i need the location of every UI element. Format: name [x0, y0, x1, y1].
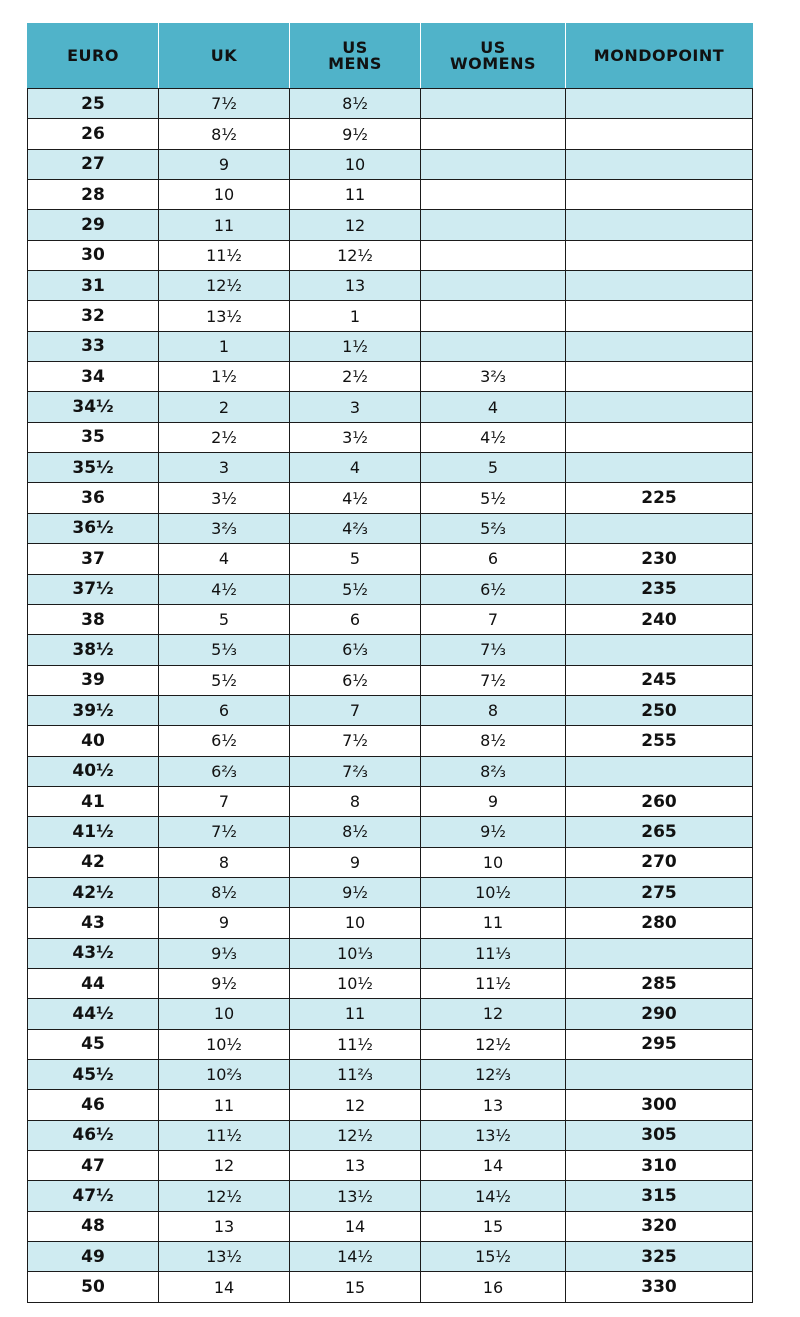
cell-euro: 40½ [28, 756, 159, 786]
cell-us-womens: 11⅓ [421, 938, 566, 968]
cell-mondopoint [566, 392, 753, 422]
cell-euro: 34 [28, 362, 159, 392]
cell-us-mens: 3 [290, 392, 421, 422]
cell-euro: 27 [28, 149, 159, 179]
cell-us-mens: 2½ [290, 362, 421, 392]
cell-euro: 42 [28, 847, 159, 877]
cell-uk: 13½ [159, 301, 290, 331]
cell-us-mens: 12½ [290, 240, 421, 270]
cell-us-womens: 8⅔ [421, 756, 566, 786]
cell-uk: 4 [159, 544, 290, 574]
cell-euro: 37 [28, 544, 159, 574]
table-row [28, 544, 753, 574]
cell-us-womens: 3⅔ [421, 362, 566, 392]
cell-euro: 46 [28, 1090, 159, 1120]
cell-euro: 25 [28, 89, 159, 119]
cell-euro: 43½ [28, 938, 159, 968]
cell-euro: 28 [28, 180, 159, 210]
cell-euro: 47 [28, 1151, 159, 1181]
cell-euro: 46½ [28, 1120, 159, 1150]
cell-us-mens: 6⅓ [290, 635, 421, 665]
cell-euro: 39 [28, 665, 159, 695]
cell-euro: 44½ [28, 999, 159, 1029]
cell-mondopoint: 275 [566, 877, 753, 907]
cell-mondopoint: 240 [566, 604, 753, 634]
cell-us-womens [421, 210, 566, 240]
cell-uk: 13½ [159, 1242, 290, 1272]
cell-uk: 9 [159, 149, 290, 179]
cell-us-womens: 12 [421, 999, 566, 1029]
cell-mondopoint: 270 [566, 847, 753, 877]
cell-uk: 7 [159, 786, 290, 816]
cell-us-mens: 4 [290, 453, 421, 483]
cell-uk: 8½ [159, 119, 290, 149]
cell-uk: 5 [159, 604, 290, 634]
cell-euro: 41 [28, 786, 159, 816]
cell-us-mens: 9½ [290, 877, 421, 907]
table-row [28, 786, 753, 816]
cell-us-mens: 12 [290, 1090, 421, 1120]
cell-euro: 48 [28, 1211, 159, 1241]
cell-uk: 11½ [159, 1120, 290, 1150]
cell-us-womens: 5⅔ [421, 513, 566, 543]
table-row [28, 392, 753, 422]
cell-us-mens: 11 [290, 999, 421, 1029]
table-row [28, 1181, 753, 1211]
cell-euro: 36½ [28, 513, 159, 543]
cell-us-womens [421, 89, 566, 119]
table-row [28, 362, 753, 392]
cell-mondopoint: 265 [566, 817, 753, 847]
table-row [28, 695, 753, 725]
table-row [28, 483, 753, 513]
cell-us-mens: 1 [290, 301, 421, 331]
cell-mondopoint [566, 240, 753, 270]
cell-euro: 39½ [28, 695, 159, 725]
cell-us-mens: 10 [290, 149, 421, 179]
cell-uk: 6½ [159, 726, 290, 756]
size-chart-table [27, 23, 753, 1303]
cell-mondopoint [566, 149, 753, 179]
cell-mondopoint [566, 362, 753, 392]
cell-us-mens: 13½ [290, 1181, 421, 1211]
cell-uk: 11½ [159, 240, 290, 270]
cell-euro: 26 [28, 119, 159, 149]
table-row [28, 574, 753, 604]
cell-uk: 4½ [159, 574, 290, 604]
table-row [28, 422, 753, 452]
table-row [28, 1090, 753, 1120]
cell-mondopoint [566, 422, 753, 452]
cell-us-mens: 11 [290, 180, 421, 210]
cell-us-womens [421, 301, 566, 331]
cell-euro: 41½ [28, 817, 159, 847]
table-row [28, 1029, 753, 1059]
cell-us-mens: 4½ [290, 483, 421, 513]
cell-euro: 35½ [28, 453, 159, 483]
cell-euro: 32 [28, 301, 159, 331]
cell-us-mens: 14 [290, 1211, 421, 1241]
table-row [28, 877, 753, 907]
cell-us-mens: 7½ [290, 726, 421, 756]
cell-mondopoint: 330 [566, 1272, 753, 1302]
cell-euro: 49 [28, 1242, 159, 1272]
cell-uk: 6⅔ [159, 756, 290, 786]
table-row [28, 301, 753, 331]
cell-uk: 11 [159, 1090, 290, 1120]
cell-uk: 9½ [159, 968, 290, 998]
cell-us-mens: 4⅔ [290, 513, 421, 543]
cell-mondopoint [566, 756, 753, 786]
cell-us-womens [421, 240, 566, 270]
cell-mondopoint: 285 [566, 968, 753, 998]
cell-mondopoint [566, 938, 753, 968]
column-header-us-mens: US MENS [290, 24, 421, 89]
cell-mondopoint [566, 210, 753, 240]
cell-uk: 10 [159, 999, 290, 1029]
cell-euro: 43 [28, 908, 159, 938]
table-row [28, 665, 753, 695]
cell-us-mens: 5½ [290, 574, 421, 604]
cell-mondopoint: 320 [566, 1211, 753, 1241]
table-row [28, 1211, 753, 1241]
cell-mondopoint [566, 331, 753, 361]
cell-us-womens [421, 149, 566, 179]
table-row [28, 210, 753, 240]
table-row [28, 1151, 753, 1181]
cell-uk: 2½ [159, 422, 290, 452]
cell-mondopoint: 235 [566, 574, 753, 604]
cell-euro: 38 [28, 604, 159, 634]
cell-uk: 12 [159, 1151, 290, 1181]
cell-mondopoint: 290 [566, 999, 753, 1029]
cell-mondopoint [566, 89, 753, 119]
cell-us-womens: 9½ [421, 817, 566, 847]
cell-us-mens: 8½ [290, 817, 421, 847]
table-body [28, 89, 753, 1303]
cell-us-womens: 6½ [421, 574, 566, 604]
cell-us-mens: 13 [290, 1151, 421, 1181]
cell-us-womens: 9 [421, 786, 566, 816]
cell-uk: 7½ [159, 89, 290, 119]
cell-us-womens: 14 [421, 1151, 566, 1181]
cell-us-womens: 15½ [421, 1242, 566, 1272]
table-row [28, 119, 753, 149]
cell-euro: 45 [28, 1029, 159, 1059]
cell-us-mens: 9 [290, 847, 421, 877]
cell-us-womens: 8 [421, 695, 566, 725]
cell-euro: 31 [28, 271, 159, 301]
cell-mondopoint [566, 1060, 753, 1090]
table-row [28, 968, 753, 998]
cell-uk: 10½ [159, 1029, 290, 1059]
cell-us-womens: 5 [421, 453, 566, 483]
cell-us-mens: 3½ [290, 422, 421, 452]
cell-us-womens: 15 [421, 1211, 566, 1241]
cell-us-mens: 15 [290, 1272, 421, 1302]
table-row [28, 999, 753, 1029]
table-header [28, 24, 753, 89]
cell-euro: 44 [28, 968, 159, 998]
cell-us-mens: 9½ [290, 119, 421, 149]
cell-mondopoint: 260 [566, 786, 753, 816]
cell-us-mens: 11½ [290, 1029, 421, 1059]
cell-uk: 3⅔ [159, 513, 290, 543]
cell-mondopoint [566, 513, 753, 543]
cell-uk: 10⅔ [159, 1060, 290, 1090]
cell-mondopoint: 325 [566, 1242, 753, 1272]
cell-us-mens: 10 [290, 908, 421, 938]
cell-us-womens: 14½ [421, 1181, 566, 1211]
header-row [28, 24, 753, 89]
cell-us-womens [421, 119, 566, 149]
cell-uk: 6 [159, 695, 290, 725]
cell-us-womens: 7 [421, 604, 566, 634]
cell-uk: 1 [159, 331, 290, 361]
cell-uk: 3½ [159, 483, 290, 513]
table-row [28, 635, 753, 665]
cell-us-mens: 8 [290, 786, 421, 816]
table-row [28, 847, 753, 877]
cell-us-mens: 7 [290, 695, 421, 725]
cell-us-mens: 13 [290, 271, 421, 301]
cell-euro: 50 [28, 1272, 159, 1302]
cell-us-womens: 7⅓ [421, 635, 566, 665]
cell-uk: 9 [159, 908, 290, 938]
table-row [28, 240, 753, 270]
cell-uk: 12½ [159, 271, 290, 301]
table-row [28, 271, 753, 301]
cell-us-mens: 14½ [290, 1242, 421, 1272]
cell-us-womens: 13 [421, 1090, 566, 1120]
cell-euro: 35 [28, 422, 159, 452]
cell-uk: 2 [159, 392, 290, 422]
cell-us-mens: 10⅓ [290, 938, 421, 968]
cell-mondopoint: 230 [566, 544, 753, 574]
cell-us-womens: 6 [421, 544, 566, 574]
table-row [28, 938, 753, 968]
cell-mondopoint [566, 301, 753, 331]
cell-uk: 7½ [159, 817, 290, 847]
table-row [28, 908, 753, 938]
table-row [28, 513, 753, 543]
cell-mondopoint [566, 180, 753, 210]
cell-euro: 42½ [28, 877, 159, 907]
cell-euro: 34½ [28, 392, 159, 422]
cell-euro: 38½ [28, 635, 159, 665]
cell-euro: 36 [28, 483, 159, 513]
table-row [28, 331, 753, 361]
cell-mondopoint: 305 [566, 1120, 753, 1150]
cell-euro: 37½ [28, 574, 159, 604]
cell-mondopoint: 250 [566, 695, 753, 725]
cell-mondopoint: 295 [566, 1029, 753, 1059]
cell-uk: 9⅓ [159, 938, 290, 968]
cell-us-womens [421, 180, 566, 210]
cell-euro: 45½ [28, 1060, 159, 1090]
table-row [28, 180, 753, 210]
cell-mondopoint: 225 [566, 483, 753, 513]
cell-us-mens: 12 [290, 210, 421, 240]
cell-uk: 5⅓ [159, 635, 290, 665]
cell-mondopoint: 315 [566, 1181, 753, 1211]
cell-us-womens: 5½ [421, 483, 566, 513]
table-row [28, 453, 753, 483]
cell-us-womens: 11½ [421, 968, 566, 998]
cell-euro: 47½ [28, 1181, 159, 1211]
cell-us-mens: 11⅔ [290, 1060, 421, 1090]
cell-mondopoint: 255 [566, 726, 753, 756]
table-row [28, 149, 753, 179]
cell-us-womens [421, 331, 566, 361]
cell-uk: 1½ [159, 362, 290, 392]
column-header-euro: EURO [28, 24, 159, 89]
table-row [28, 817, 753, 847]
table-row [28, 89, 753, 119]
cell-uk: 8½ [159, 877, 290, 907]
cell-us-mens: 6½ [290, 665, 421, 695]
cell-mondopoint: 310 [566, 1151, 753, 1181]
cell-us-mens: 12½ [290, 1120, 421, 1150]
cell-us-mens: 6 [290, 604, 421, 634]
cell-us-womens: 10½ [421, 877, 566, 907]
cell-euro: 33 [28, 331, 159, 361]
cell-uk: 8 [159, 847, 290, 877]
table-row [28, 726, 753, 756]
cell-us-womens [421, 271, 566, 301]
cell-euro: 40 [28, 726, 159, 756]
table-row [28, 604, 753, 634]
cell-uk: 14 [159, 1272, 290, 1302]
cell-mondopoint [566, 271, 753, 301]
cell-us-womens: 4 [421, 392, 566, 422]
cell-us-womens: 16 [421, 1272, 566, 1302]
cell-us-womens: 7½ [421, 665, 566, 695]
cell-mondopoint: 300 [566, 1090, 753, 1120]
cell-us-womens: 4½ [421, 422, 566, 452]
cell-us-mens: 5 [290, 544, 421, 574]
cell-uk: 5½ [159, 665, 290, 695]
cell-us-mens: 10½ [290, 968, 421, 998]
cell-mondopoint: 245 [566, 665, 753, 695]
table-row [28, 1272, 753, 1302]
column-header-mondopoint: MONDOPOINT [566, 24, 753, 89]
cell-euro: 29 [28, 210, 159, 240]
column-header-us-womens: US WOMENS [421, 24, 566, 89]
cell-uk: 11 [159, 210, 290, 240]
cell-mondopoint [566, 119, 753, 149]
cell-us-mens: 1½ [290, 331, 421, 361]
cell-us-mens: 7⅔ [290, 756, 421, 786]
cell-uk: 13 [159, 1211, 290, 1241]
table-row [28, 1120, 753, 1150]
cell-us-womens: 13½ [421, 1120, 566, 1150]
table-row [28, 1242, 753, 1272]
cell-us-womens: 11 [421, 908, 566, 938]
cell-mondopoint [566, 635, 753, 665]
cell-us-womens: 12½ [421, 1029, 566, 1059]
cell-mondopoint: 280 [566, 908, 753, 938]
column-header-uk: UK [159, 24, 290, 89]
cell-uk: 10 [159, 180, 290, 210]
cell-us-womens: 10 [421, 847, 566, 877]
cell-us-womens: 8½ [421, 726, 566, 756]
table-row [28, 756, 753, 786]
table-row [28, 1060, 753, 1090]
cell-uk: 3 [159, 453, 290, 483]
cell-mondopoint [566, 453, 753, 483]
cell-us-womens: 12⅔ [421, 1060, 566, 1090]
cell-us-mens: 8½ [290, 89, 421, 119]
cell-uk: 12½ [159, 1181, 290, 1211]
cell-euro: 30 [28, 240, 159, 270]
